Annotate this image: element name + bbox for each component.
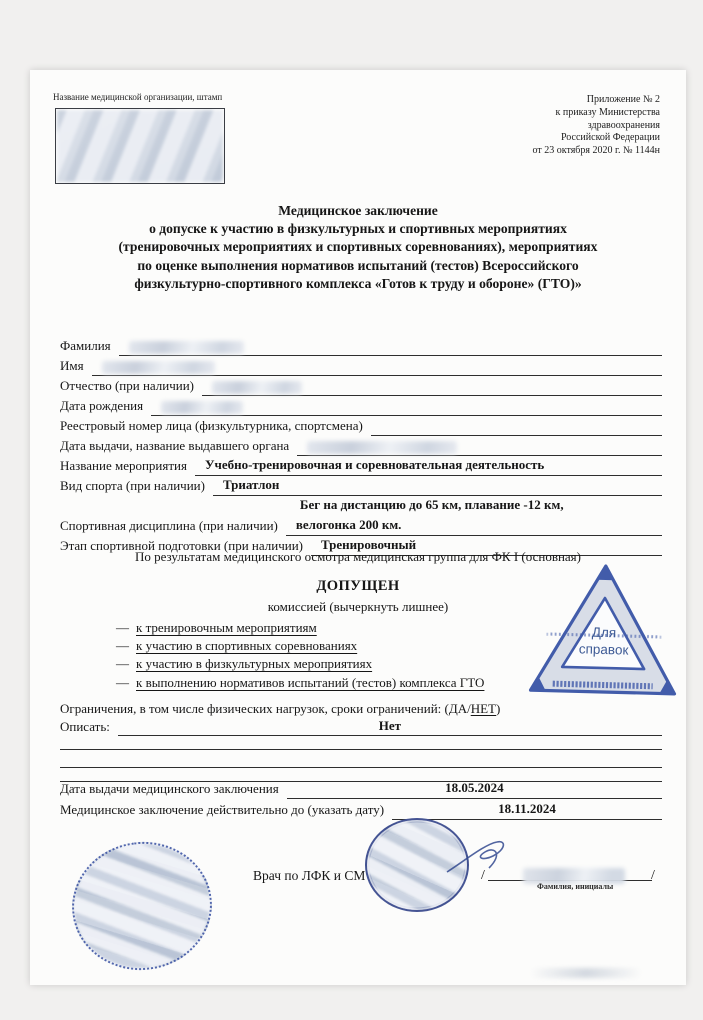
field-row-event-name: Название мероприятия Учебно-тренировочная и соревновательная деятельность: [60, 456, 662, 476]
field-label: Этап спортивной подготовки (при наличии): [60, 538, 303, 553]
dash: —: [116, 674, 129, 690]
title-line: о допуске к участию в физкультурных и спортивных мероприятиях: [149, 221, 567, 237]
appendix-line: Российской Федерации: [560, 132, 660, 144]
admission-item: — к участию в спортивных соревнованиях: [116, 638, 358, 654]
separator-slash: /: [481, 868, 485, 883]
field-label: Фамилия: [60, 338, 111, 353]
issue-date-value: 18.05.2024: [445, 780, 504, 795]
org-name-label: Название медицинской организации, штамп: [53, 92, 223, 102]
field-row-sport-kind: Вид спорта (при наличии) Триатлон: [60, 476, 662, 496]
title-line: по оценке выполнения нормативов испытаний (тестов) Всероссийского: [137, 257, 579, 273]
restrictions-section: [60, 700, 662, 782]
field-row-registry-number: [60, 416, 662, 436]
separator-slash: /: [651, 868, 655, 883]
issue-date-row: [60, 778, 662, 799]
field-label: Название мероприятия: [60, 458, 187, 473]
field-label: Дата рождения: [60, 398, 144, 413]
seal-smudge: [67, 836, 217, 976]
field-label: Дата выдачи, название выдавшего органа: [60, 438, 290, 453]
field-label: Имя: [60, 358, 84, 373]
scan-smudge: [530, 968, 642, 978]
redacted-value: [161, 401, 243, 414]
admission-item: — к участию в физкультурных мероприятиях: [116, 656, 373, 672]
field-label: Отчество (при наличии): [60, 378, 195, 393]
dash: —: [116, 656, 129, 672]
field-value-overflow-line: Бег на дистанцию до 65 км, плавание -12 км,: [299, 497, 564, 512]
appendix-line: здравоохранения: [587, 119, 660, 131]
redacted-value: [212, 381, 302, 394]
admission-item: — к выполнению нормативов испытаний (тестов) комплекса ГТО: [116, 674, 485, 690]
admission-item: — к тренировочным мероприятиям: [116, 620, 317, 635]
field-label: Медицинское заключение действительно до (указать дату): [60, 802, 385, 817]
field-label: Вид спорта (при наличии): [60, 478, 205, 493]
form-fields: [60, 336, 662, 556]
field-label: Спортивная дисциплина (при наличии): [60, 518, 278, 533]
blank-line: [60, 750, 662, 768]
dash: —: [116, 638, 129, 654]
dash: —: [116, 620, 129, 635]
title-line: физкультурно-спортивного комплекса «Готов к труду и обороне» (ГТО)»: [134, 275, 582, 291]
admission-subtitle: комиссией (вычеркнуть лишнее): [267, 599, 449, 614]
field-label: Реестровый номер лица (физкультурника, спортсмена): [60, 418, 363, 433]
restrictions-line: Ограничения, в том числе физических нагрузок, сроки ограничений: (ДА/НЕТ): [60, 701, 501, 716]
round-seal-stamp: [65, 834, 220, 978]
triangle-stamp-text-1: Для: [591, 624, 617, 641]
doctor-label: Врач по ЛФК и СМ: [253, 868, 366, 883]
valid-until-value: 18.11.2024: [498, 801, 556, 816]
signature-section: [30, 810, 686, 985]
field-label: Дата выдачи медицинского заключения: [60, 781, 279, 796]
name-caption: Фамилия, инициалы: [537, 882, 614, 891]
appendix-line: к приказу Министерства: [555, 106, 660, 118]
scanned-document-page: [30, 70, 686, 985]
field-row-sport-discipline: Спортивная дисциплина (при наличии) Бег на дистанцию до 65 км, плавание -12 км, велогонка 200 км.: [60, 496, 662, 536]
org-stamp-smudge: [57, 110, 223, 182]
redacted-value: [102, 361, 215, 374]
document-title: [50, 202, 666, 293]
field-row-birthdate: [60, 396, 662, 416]
appendix-line: Приложение № 2: [586, 94, 660, 105]
appendix-line: от 23 октября 2020 г. № 1144н: [532, 145, 660, 157]
describe-label: Описать:: [60, 719, 110, 734]
appendix-reference: [430, 94, 660, 158]
medical-group-line: По результатам медицинского осмотра медицинская группа для ФК I (основная): [134, 549, 581, 564]
title-line: (тренировочных мероприятиях и спортивных соревнованиях), мероприятиях: [118, 239, 598, 255]
describe-row: [60, 717, 662, 736]
field-row-surname: [60, 336, 662, 356]
redacted-value: [307, 441, 457, 454]
redacted-value: [129, 341, 244, 354]
triangle-stamp-text-2: справок: [578, 641, 629, 658]
field-row-patronymic: [60, 376, 662, 396]
no-option: НЕТ: [470, 701, 496, 716]
triangle-stamp: [526, 560, 682, 709]
title-line: Медицинское заключение: [278, 203, 438, 218]
describe-value: Нет: [378, 718, 402, 733]
blank-line: [60, 736, 662, 750]
admission-status: ДОПУЩЕН: [316, 578, 400, 594]
field-row-training-stage: Этап спортивной подготовки (при наличии) Тренировочный: [60, 536, 662, 556]
org-stamp-box: [55, 108, 225, 184]
signature-name-line: [488, 836, 652, 881]
admission-list: [116, 619, 484, 692]
field-row-issuing-body: [60, 436, 662, 456]
field-row-firstname: [60, 356, 662, 376]
